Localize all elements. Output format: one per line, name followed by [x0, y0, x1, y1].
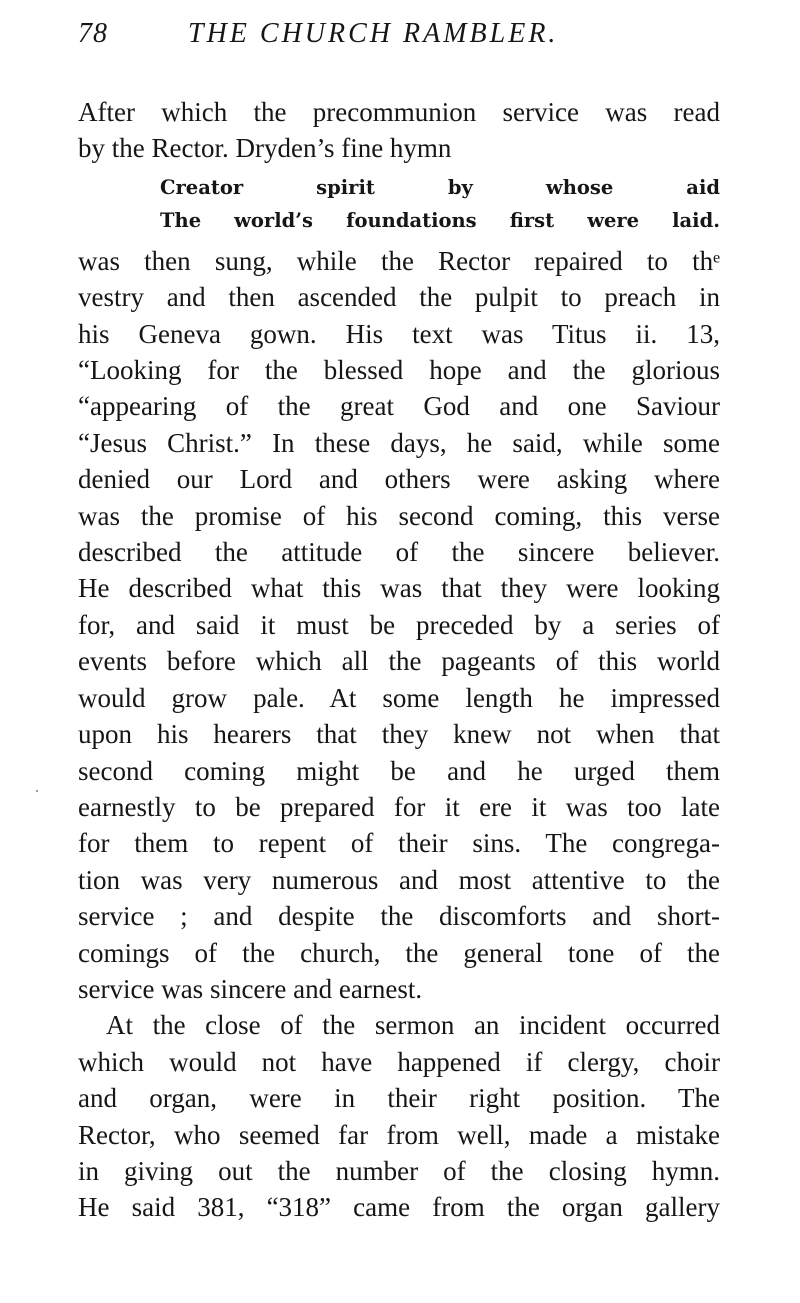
paragraph-1 — [78, 94, 720, 167]
text-line: vestry and then ascended the pulpit to preach in — [78, 282, 720, 313]
text-line: second coming might be and he urged them — [78, 755, 720, 786]
text-line: described the attitude of the sincere believer. — [78, 537, 720, 568]
text-line: After which the precommunion service was read — [78, 97, 720, 127]
text-line: would grow pale. At some length he impressed — [78, 682, 720, 713]
page-number: 78 — [78, 18, 108, 49]
text-line: for them to repent of their sins. The congrega- — [78, 828, 720, 859]
verse-line: Creator spirit by whose aid — [160, 175, 720, 199]
text-line: by the Rector. Dryden’s fine hymn — [78, 133, 452, 164]
text-line: denied our Lord and others were asking where — [78, 464, 720, 495]
body-text — [78, 94, 720, 1226]
paragraph-2 — [78, 243, 720, 1008]
book-page — [78, 18, 720, 1226]
text-line: which would not have happened if clergy, choir — [78, 1046, 720, 1077]
text-line: in giving out the number of the closing hymn. — [78, 1155, 720, 1186]
text-line: service ; and despite the discomforts and short- — [78, 901, 720, 932]
text-line: for, and said it must be preceded by a series of — [78, 609, 720, 640]
text-line: tion was very numerous and most attentive to the — [78, 864, 720, 895]
text-line: Rector, who seemed far from well, made a mistake — [78, 1119, 720, 1150]
text-line: At the close of the sermon an incident occurred — [106, 1010, 720, 1041]
text-line: upon his hearers that they knew not when that — [78, 719, 720, 750]
text-line: and organ, were in their right position. The — [78, 1083, 720, 1114]
running-head — [78, 18, 720, 62]
verse-line: The world’s foundations first were laid. — [160, 208, 720, 232]
text-line: “appearing of the great God and one Saviour — [78, 391, 720, 422]
text-line: “Jesus Christ.” In these days, he said, while some — [78, 427, 720, 458]
hymn-quotation — [160, 171, 720, 237]
text-line: earnestly to be prepared for it ere it was too late — [78, 791, 720, 822]
text-line: “Looking for the blessed hope and the glorious — [78, 355, 720, 386]
margin-speck — [36, 790, 38, 792]
text-line: comings of the church, the general tone of the — [78, 937, 720, 968]
text-line: was then sung, while the Rector repaired to thᵉ — [78, 245, 720, 276]
text-line: He described what this was that they were looking — [78, 573, 720, 604]
text-line: was the promise of his second coming, this verse — [78, 500, 720, 531]
paragraph-3 — [78, 1007, 720, 1225]
text-line: service was sincere and earnest. — [78, 973, 423, 1004]
text-line: events before which all the pageants of this world — [78, 646, 720, 677]
text-line: He said 381, “318” came from the organ gallery — [78, 1192, 720, 1223]
running-title: THE CHURCH RAMBLER. — [188, 18, 559, 49]
text-line: his Geneva gown. His text was Titus ii. 13, — [78, 318, 720, 349]
